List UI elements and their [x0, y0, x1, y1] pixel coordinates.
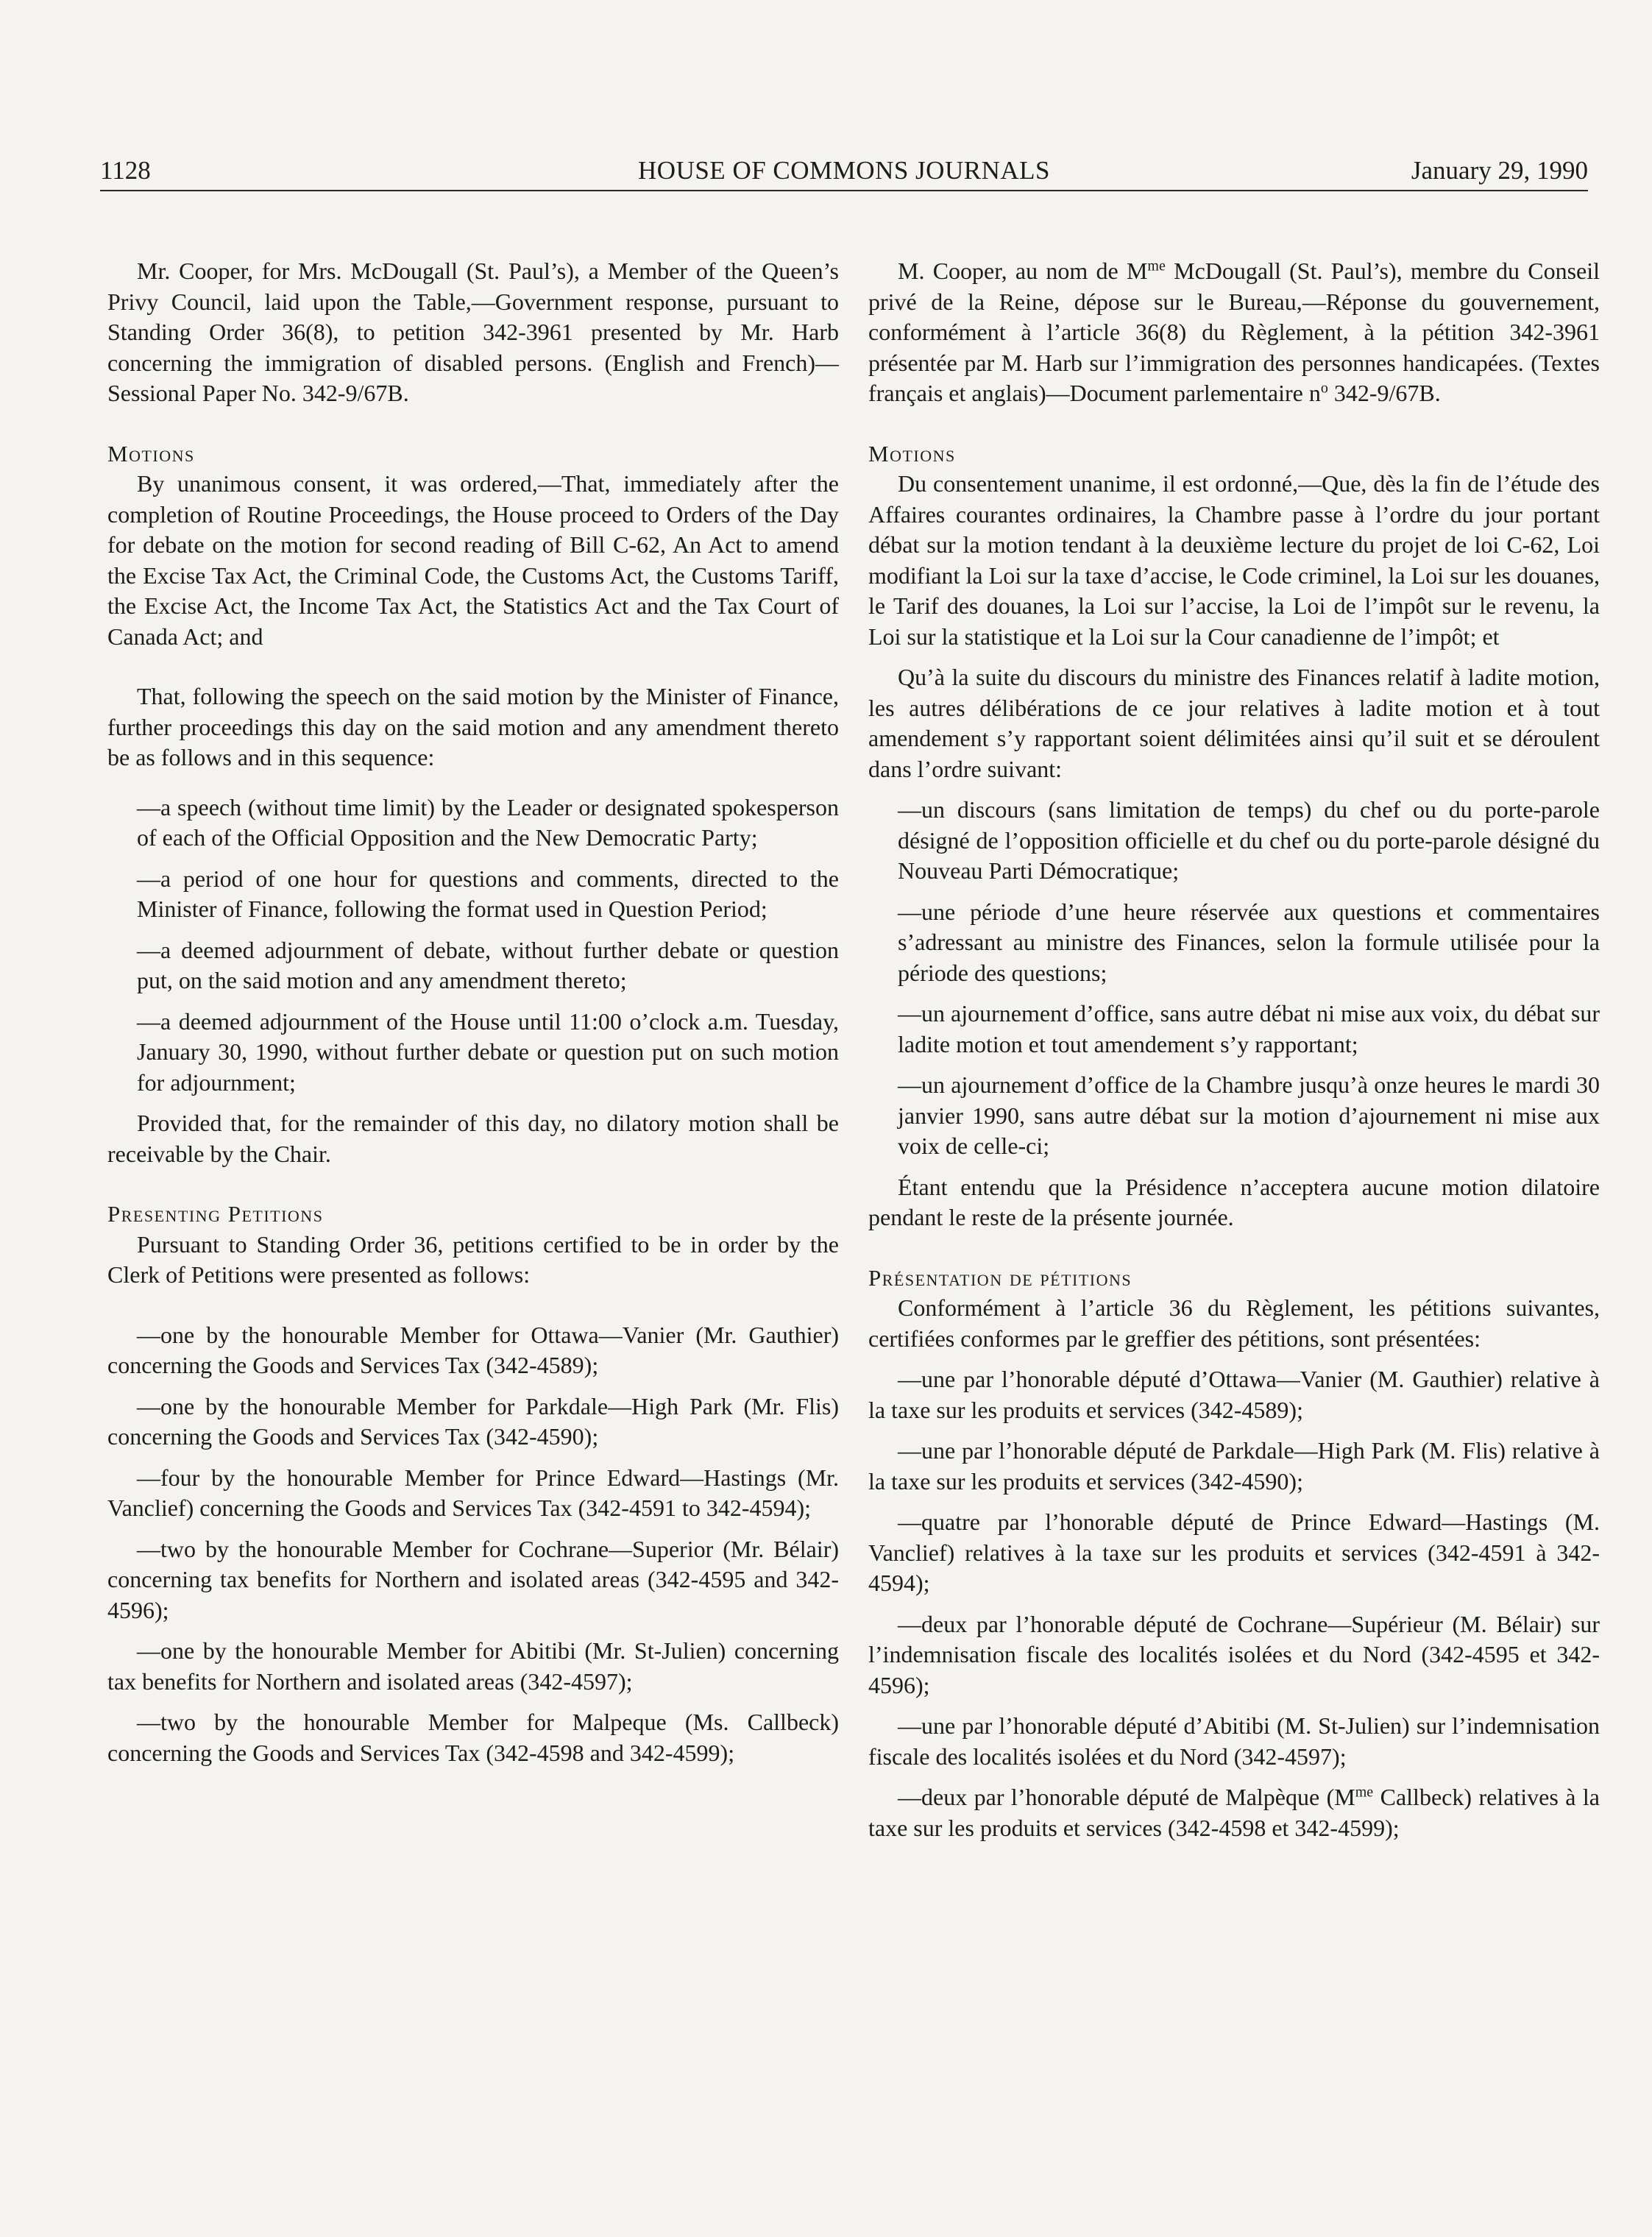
motion-proviso: Étant entendu que la Présidence n’acceptera aucune motion dilatoire pendant le reste de la présente journée. [868, 1173, 1600, 1230]
motion-item: —un ajournement d’office de la Chambre jusqu’à onze heures le mardi 30 janvier 1990, sans autre débat sur la motion d’ajournement ni mise aux voix de celle-ci; [898, 1071, 1600, 1159]
text-run: 342-9/67B. [1327, 380, 1441, 406]
motions-heading: Motions [107, 440, 195, 467]
petition-item: —one by the honourable Member for Abitibi (Mr. St-Julien) concerning tax benefits for Northern and isolated areas (342-4597); [107, 1637, 839, 1695]
motion-item: —une période d’une heure réservée aux questions et commentaires s’adressant au ministre des Finances, selon la formule utilisée pour la période des questions; [898, 898, 1600, 986]
motion-item: —a deemed adjournment of debate, without further debate or question put, on the said motion and any amendment thereto; [137, 936, 839, 993]
page-number: 1128 [100, 156, 151, 185]
motion-item: —a speech (without time limit) by the Leader or designated spokesperson of each of the Official Opposition and the New Democratic Party; [137, 793, 839, 851]
motion-paragraph: By unanimous consent, it was ordered,—That, immediately after the completion of Routine Proceedings, the House proceed to Orders of the Day for debate on the motion for second reading of Bill C-62, An Act to amend the Excise Tax Act, the Criminal Code, the Customs Act, the Customs Tariff, the Excise Act, the Income Tax Act, the Statistics Act and the Tax Court of Canada Act; and [107, 470, 839, 650]
petition-item: —deux par l’honorable député de Cochrane—Supérieur (M. Bélair) sur l’indemnisation fiscale des localités isolées et du Nord (342-4595 et 342-4596); [868, 1610, 1600, 1698]
petition-item: —four by the honourable Member for Prince Edward—Hastings (Mr. Vanclief) concerning the Goods and Services Tax (342-4591 to 342-4594); [107, 1464, 839, 1521]
petitions-intro: Pursuant to Standing Order 36, petitions certified to be in order by the Clerk of Petitions were presented as follows: [107, 1230, 839, 1288]
motion-paragraph: Qu’à la suite du discours du ministre des Finances relatif à ladite motion, les autres délibérations de ce jour relatives à ladite motion et à tout amendement s’y rapportant soient délimitées ainsi qu’il suit et se déroulent dans l’ordre suivant: [868, 664, 1600, 782]
text-run: M. Cooper, au nom de M [898, 258, 1148, 284]
page-header [100, 150, 1588, 191]
superscript: me [1147, 258, 1166, 274]
text-run: —deux par l’honorable député de Malpèque (M [898, 1784, 1355, 1810]
petition-item: —one by the honourable Member for Ottawa—Vanier (Mr. Gauthier) concerning the Goods and Services Tax (342-4589); [107, 1321, 839, 1378]
petition-item: —two by the honourable Member for Malpeque (Ms. Callbeck) concerning the Goods and Services Tax (342-4598 and 342-4599); [107, 1709, 839, 1766]
motion-item: —un discours (sans limitation de temps) du chef ou du porte-parole désigné de l’opposition officielle et du chef ou du porte-parole désigné du Nouveau Parti Démocratique; [898, 796, 1600, 884]
superscript: me [1355, 1784, 1374, 1801]
motion-paragraph: That, following the speech on the said motion by the Minister of Finance, further proceedings this day on the said motion and any amendment thereto be as follows and in this sequence: [107, 683, 839, 770]
petition-item [868, 1782, 1600, 1843]
english-column [107, 256, 839, 1768]
tabling-paragraph: Mr. Cooper, for Mrs. McDougall (St. Paul’s), a Member of the Queen’s Privy Council, laid upon the Table,—Government response, pursuant to Standing Order 36(8), to petition 342-3961 presented by Mr. Harb concerning the immigration of disabled persons. (English and French)—Sessional Paper No. 342-9/67B. [107, 258, 839, 406]
header-rule [100, 190, 1588, 191]
petitions-heading: Présentation de pétitions [868, 1264, 1132, 1291]
text-run: Callbeck) relatives à la taxe sur les produits et services (342-4598 et 342-4599); [868, 1784, 1600, 1841]
motion-item: —un ajournement d’office, sans autre débat ni mise aux voix, du débat sur ladite motion et tout amendement s’y rapportant; [898, 1000, 1600, 1057]
motions-heading: Motions [868, 440, 956, 467]
motion-proviso: Provided that, for the remainder of this day, no dilatory motion shall be receivable by the Chair. [107, 1110, 839, 1167]
petition-item: —two by the honourable Member for Cochrane—Superior (Mr. Bélair) concerning tax benefits for Northern and isolated areas (342-4595 and 342-4596); [107, 1535, 839, 1623]
petitions-heading: Presenting Petitions [107, 1201, 324, 1227]
petition-item: —une par l’honorable député de Parkdale—High Park (M. Flis) relative à la taxe sur les produits et services (342-4590); [868, 1437, 1600, 1495]
journal-date: January 29, 1990 [1411, 156, 1588, 185]
tabling-paragraph [868, 256, 1600, 409]
superscript: o [1320, 380, 1328, 397]
motion-item: —a period of one hour for questions and comments, directed to the Minister of Finance, following the format used in Question Period; [137, 865, 839, 922]
petition-item: —quatre par l’honorable député de Prince Edward—Hastings (M. Vanclief) relatives à la taxe sur les produits et services (342-4591 à 342-4594); [868, 1509, 1600, 1596]
french-column [868, 256, 1600, 1843]
motion-item: —a deemed adjournment of the House until 11:00 o’clock a.m. Tuesday, January 30, 1990, without further debate or question put on such motion for adjournment; [137, 1007, 839, 1096]
petition-item: —one by the honourable Member for Parkdale—High Park (Mr. Flis) concerning the Goods and Services Tax (342-4590); [107, 1392, 839, 1450]
petition-item: —une par l’honorable député d’Ottawa—Vanier (M. Gauthier) relative à la taxe sur les produits et services (342-4589); [868, 1366, 1600, 1423]
petitions-intro: Conformément à l’article 36 du Règlement, les pétitions suivantes, certifiées conformes par le greffier des pétitions, sont présentées: [868, 1294, 1600, 1352]
petition-item: —une par l’honorable député d’Abitibi (M. St-Julien) sur l’indemnisation fiscale des localités isolées et du Nord (342-4597); [868, 1712, 1600, 1770]
journal-title: HOUSE OF COMMONS JOURNALS [638, 156, 1050, 185]
text-run: McDougall (St. Paul’s), membre du Conseil privé de la Reine, dépose sur le Bureau,—Réponse du gouvernement, conformément à l’article 36(8) du Règlement, à la pétition 342-3961 présentée par M. Harb sur l’immigration des personnes handicapées. (Textes français et anglais)—Document parlementaire n [868, 258, 1600, 406]
motion-paragraph: Du consentement unanime, il est ordonné,—Que, dès la fin de l’étude des Affaires courantes ordinaires, la Chambre passe à l’ordre du jour portant débat sur la motion tendant à la deuxième lecture du projet de loi C-62, Loi modifiant la Loi sur la taxe d’accise, le Code criminel, la Loi sur les douanes, le Tarif des douanes, la Loi sur l’accise, la Loi de l’impôt sur le revenu, la Loi sur la statistique et la Loi sur la Cour canadienne de l’impôt; et [868, 470, 1600, 650]
